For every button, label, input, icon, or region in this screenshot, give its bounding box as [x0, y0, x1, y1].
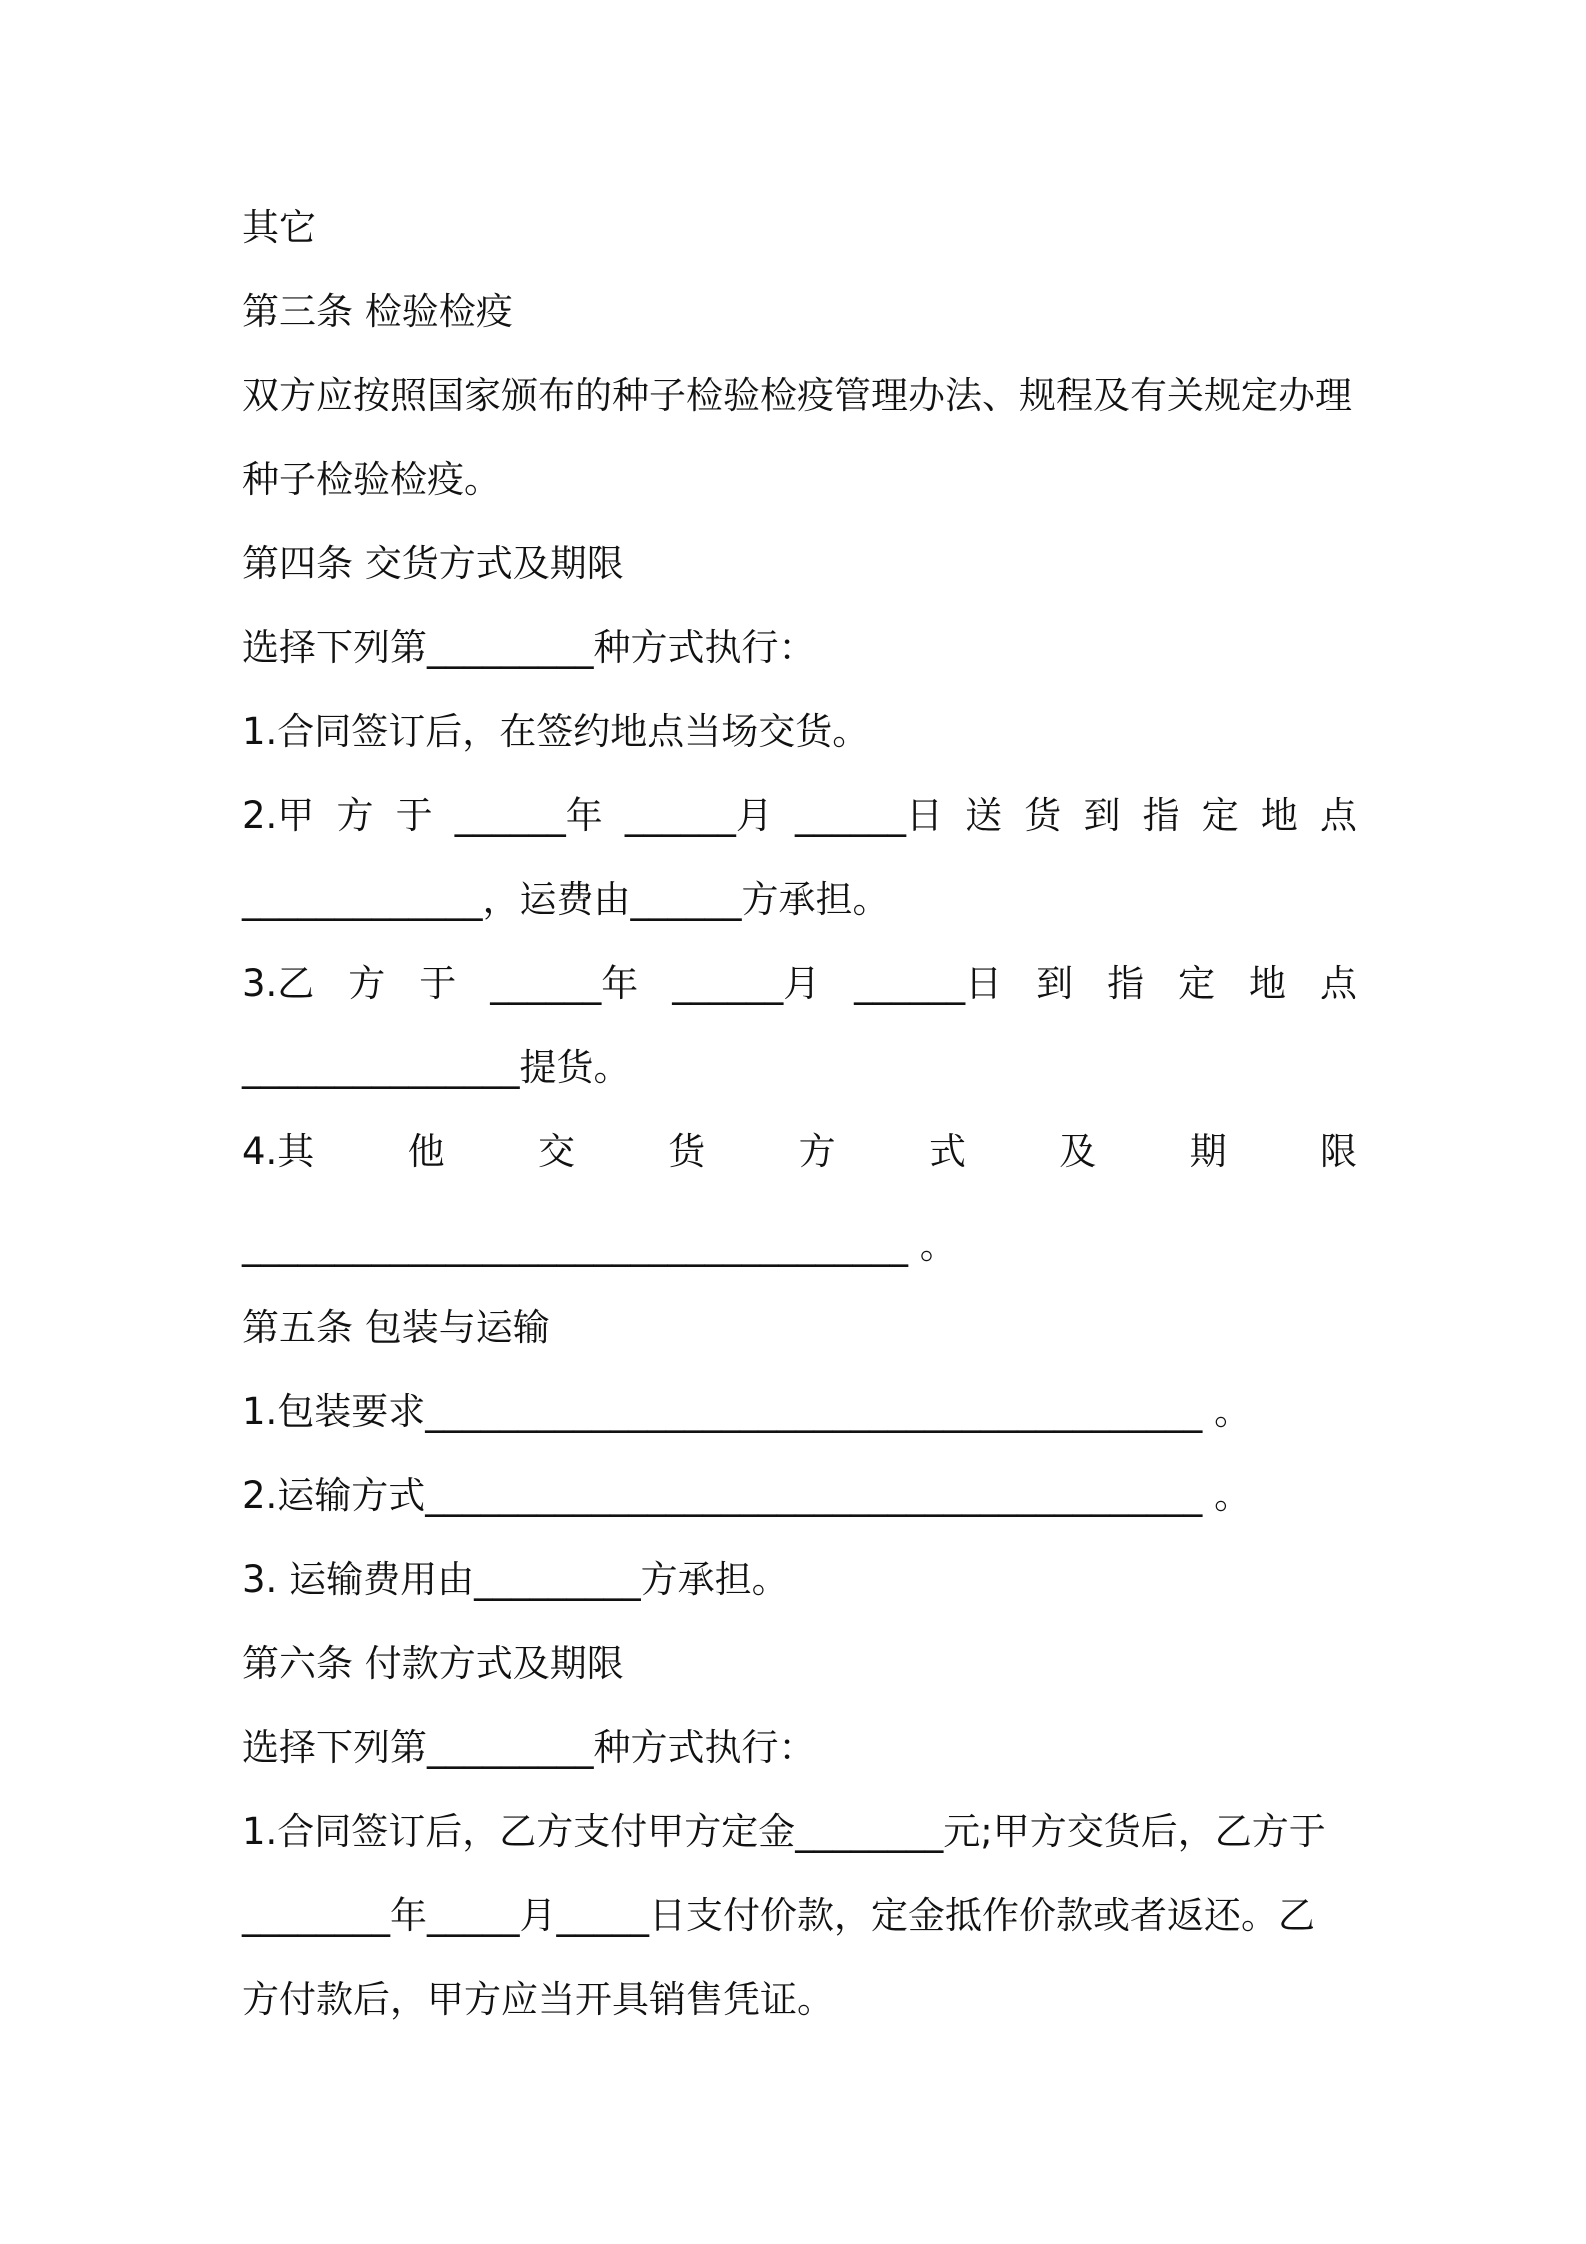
text-line-delivery-option-3: [242, 959, 1357, 1009]
section-heading-article-4: 第四条 交货方式及期限: [242, 542, 624, 585]
word: 货: [668, 1130, 706, 1173]
word: 3.乙: [242, 962, 315, 1005]
text-line-delivery-option-1: 1.合同签订后，在签约地点当场交货。: [242, 710, 870, 753]
text-line-inspection-2: 种子检验检疫。: [242, 458, 501, 501]
text-line-delivery-option-2-cont: _____________，运费由______方承担。: [242, 878, 890, 921]
text-line-delivery-option-4: [242, 1127, 1357, 1177]
word: 指: [1142, 794, 1180, 837]
section-heading-article-5: 第五条 包装与运输: [242, 1306, 550, 1349]
word: 地: [1249, 962, 1287, 1005]
word: ______月: [624, 794, 773, 837]
text-line-delivery-option-4-cont: ____________________________________ 。: [242, 1224, 957, 1267]
word: 2.甲: [242, 794, 315, 837]
word: 定: [1201, 794, 1239, 837]
word: 点: [1320, 794, 1357, 837]
word: 交: [537, 1130, 575, 1173]
word: 方: [348, 962, 386, 1005]
word: 式: [928, 1130, 966, 1173]
word: ______日: [854, 962, 1003, 1005]
text-line-choose-payment: 选择下列第_________种方式执行：: [242, 1726, 816, 1769]
text-line-inspection-1: 双方应按照国家颁布的种子检验检疫管理办法、规程及有关规定办理: [242, 374, 1352, 417]
text-line-packaging: 1.包装要求__________________________________________ 。: [242, 1390, 1252, 1433]
text-line-delivery-option-2: [242, 791, 1357, 841]
word: 货: [1024, 794, 1062, 837]
text-line-delivery-option-3-cont: _______________提货。: [242, 1046, 631, 1089]
word: 限: [1319, 1130, 1357, 1173]
word: 及: [1059, 1130, 1097, 1173]
text-line-transport-method: 2.运输方式__________________________________________ 。: [242, 1474, 1252, 1517]
word: 点: [1320, 962, 1357, 1005]
word: 方: [798, 1130, 836, 1173]
word: 方: [336, 794, 374, 837]
word: 他: [407, 1130, 445, 1173]
word: 期: [1189, 1130, 1227, 1173]
word: 定: [1178, 962, 1216, 1005]
word: 送: [965, 794, 1003, 837]
text-line-transport-cost: 3. 运输费用由_________方承担。: [242, 1558, 789, 1601]
section-heading-article-3: 第三条 检验检疫: [242, 290, 513, 333]
word: 指: [1107, 962, 1145, 1005]
word: 于: [395, 794, 433, 837]
word: 于: [419, 962, 457, 1005]
word: ______年: [454, 794, 603, 837]
word: 地: [1260, 794, 1298, 837]
word: 到: [1036, 962, 1074, 1005]
word: ______日: [795, 794, 944, 837]
text-line-payment-option-1-end: 方付款后，甲方应当开具销售凭证。: [242, 1978, 834, 2021]
word: 到: [1083, 794, 1121, 837]
text-line-payment-option-1: 1.合同签订后，乙方支付甲方定金________元;甲方交货后，乙方于: [242, 1810, 1326, 1853]
text-line-payment-option-1-cont: ________年_____月_____日支付价款，定金抵作价款或者返还。乙: [242, 1894, 1315, 1937]
text-line-other: 其它: [242, 206, 316, 249]
section-heading-article-6: 第六条 付款方式及期限: [242, 1642, 624, 1685]
word: ______年: [490, 962, 639, 1005]
text-line-choose-delivery: 选择下列第_________种方式执行：: [242, 626, 816, 669]
word: ______月: [672, 962, 821, 1005]
word: 4.其: [242, 1130, 315, 1173]
